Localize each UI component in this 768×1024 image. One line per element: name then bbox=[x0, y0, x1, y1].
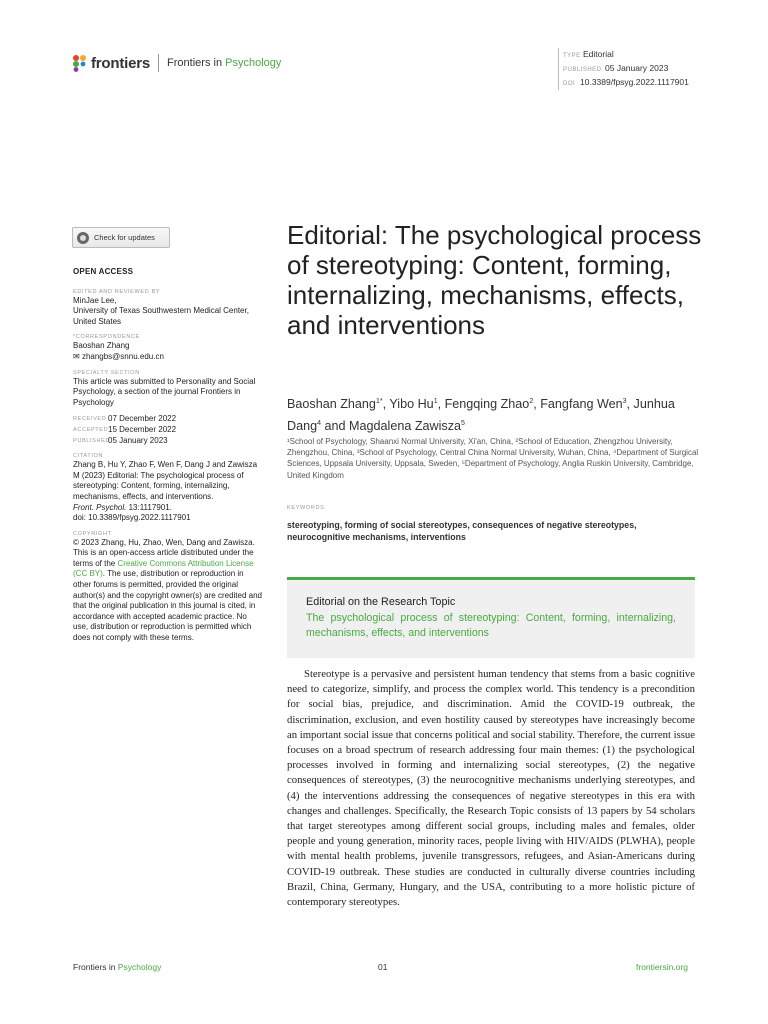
divider bbox=[158, 54, 159, 72]
citation-journal-name: Front. Psychol. bbox=[73, 502, 127, 512]
accepted-value: 15 December 2022 bbox=[108, 424, 177, 434]
citation-volume: 13:1117901. bbox=[126, 502, 172, 512]
cc-license-link[interactable]: Creative Commons Attribution License (CC BY) bbox=[73, 558, 254, 579]
research-topic-box bbox=[287, 577, 695, 658]
article-meta bbox=[558, 48, 689, 90]
author-name[interactable]: Fengqing Zhao bbox=[444, 397, 530, 412]
article-title: Editorial: The psychological process of stereotyping: Content, forming, internalizing, mechanisms, effects, and interventions bbox=[287, 220, 702, 340]
type-value: Editorial bbox=[583, 49, 614, 59]
author-name[interactable]: Baoshan Zhang bbox=[287, 397, 376, 412]
footer-journal-prefix: Frontiers in bbox=[73, 962, 116, 972]
email-address[interactable]: zhangbs@snnu.edu.cn bbox=[81, 351, 164, 361]
published-label: PUBLISHED bbox=[563, 67, 602, 73]
frontiers-logo-icon bbox=[72, 54, 88, 72]
author-affiliation-marker: 5 bbox=[461, 420, 465, 428]
copyright-text bbox=[73, 538, 263, 644]
page-number: 01 bbox=[378, 962, 388, 972]
published-value: 05 January 2023 bbox=[108, 435, 168, 445]
citation-journal bbox=[73, 503, 263, 514]
check-for-updates-button[interactable] bbox=[72, 227, 170, 248]
specialty-text: This article was submitted to Personality and Social Psychology, a section of the journal Frontiers in Psychology bbox=[73, 376, 256, 407]
body-paragraph: Stereotype is a pervasive and persistent human tendency that stems from a basic cognitive need to categorize, simplify, and process the complex world. This tendency is a precondition for social bias, prejudice, and discrimination. Amid the COVID-19 outbreak, the discrimination, exclusion, and even hostility caused by stereotypes have increasingly become an important social issue that concerns political and social stability. Therefore, the current issue focuses on a broad spectrum of research addressing four main themes: (1) the psychological processes involved in forming and internalizing social stereotypes, (2) the negative consequences of stereotypes, (3) the neurocognitive mechanisms underlying stereotypes, and (4) the interventions addressing the consequences of negative stereotypes in this era with changes and challenges. Specifically, the Research Topic consists of 13 papers by 54 scholars that target stereotypes among different social groups, including males and females, older people and young generation, minority races, people living with HIV/AIDS (PLWHA), people with mental health problems, juvenile transgressors, refugees, and Asian-Americans during COVID-19 outbreak. These studies are conducted in culturally diverse countries including Brazil, China, Germany, Hungary, and the USA, contributing to a more holistic picture of contemporary stereotypes. bbox=[287, 668, 695, 909]
author-name[interactable]: Magdalena Zawisza bbox=[349, 419, 462, 434]
affiliations: ¹School of Psychology, Shaanxi Normal University, Xi'an, China, ²School of Education, Zhengzhou University, Zhengzhou, China, ³School of Psychology, Central China Normal University, Wuhan, China, ⁴Department of Surgical Sciences, Uppsala University, Uppsala, Sweden, ⁵Department of Psychology, Anglia Ruskin University, Cambridge, United Kingdom bbox=[287, 437, 699, 480]
correspondence-label: *CORRESPONDENCE bbox=[73, 334, 140, 341]
correspondence-email[interactable] bbox=[73, 352, 263, 363]
editor-name: MinJae Lee, bbox=[73, 295, 117, 305]
author-name[interactable]: Fangfang Wen bbox=[540, 397, 623, 412]
research-topic-link[interactable]: The psychological process of stereotyping: Content, forming, internalizing, mechanisms, effects, and interventions bbox=[306, 612, 676, 639]
edited-label: EDITED AND REVIEWED BY bbox=[73, 288, 161, 295]
specialty-label: SPECIALTY SECTION bbox=[73, 369, 140, 376]
author-list: Baoshan Zhang$^{1*}$, Yibo Hu$^1$, Fengqing Zhao$^2$, Fangfang Wen$^3$, Junhua Dang$^4$ and Magdalena Zawisza$^5$ bbox=[287, 397, 675, 434]
author-name[interactable]: Junhua Dang bbox=[287, 397, 675, 434]
update-icon bbox=[77, 232, 89, 244]
author-affiliation-marker: 1 bbox=[433, 398, 438, 405]
open-access-label: OPEN ACCESS bbox=[73, 267, 134, 276]
copyright-label: COPYRIGHT bbox=[73, 530, 112, 537]
citation-doi[interactable]: doi: 10.3389/fpsyg.2022.1117901 bbox=[73, 513, 191, 523]
copyright-pre: © 2023 Zhang, Hu, Zhao, Wen, Dang and Zawisza. This is an open-access article distributed under the terms of the bbox=[73, 537, 255, 568]
author-affiliation-marker: 2 bbox=[529, 398, 534, 405]
published-value: 05 January 2023 bbox=[605, 63, 669, 73]
editor-affiliation: University of Texas Southwestern Medical Center, United States bbox=[73, 306, 249, 326]
email-icon: ✉ bbox=[73, 351, 80, 361]
article-sidebar bbox=[73, 267, 263, 644]
citation-label: CITATION bbox=[73, 453, 104, 460]
author-name[interactable]: Yibo Hu bbox=[389, 397, 434, 412]
author-affiliation-marker: 1* bbox=[375, 398, 383, 405]
journal-brand[interactable] bbox=[72, 54, 281, 72]
citation-text: Zhang B, Hu Y, Zhao F, Wen F, Dang J and Zawisza M (2023) Editorial: The psychological process of stereotyping: Content, forming, internalizing, mechanisms, effects, and interventions. bbox=[73, 460, 258, 501]
copyright-post: . The use, distribution or reproduction in other forums is permitted, provided the original author(s) and the copyright owner(s) are credited and that the original publication in this journal is cited, in accordance with accepted academic practice. No use, distribution or reproduction is permitted which does not comply with these terms. bbox=[73, 569, 262, 643]
dates bbox=[73, 414, 263, 446]
type-label: TYPE bbox=[563, 53, 581, 59]
keywords-label: KEYWORDS bbox=[287, 505, 325, 511]
keywords: stereotyping, forming of social stereotypes, consequences of negative stereotypes, neurocognitive mechanisms, interventions bbox=[287, 520, 637, 542]
footer-journal bbox=[73, 962, 161, 972]
received-label: RECEIVED bbox=[73, 416, 107, 423]
research-topic-heading: Editorial on the Research Topic bbox=[306, 596, 456, 608]
journal-prefix: Frontiers in bbox=[167, 57, 223, 69]
doi-value[interactable]: 10.3389/fpsyg.2022.1117901 bbox=[580, 77, 689, 87]
accepted-label: ACCEPTED bbox=[73, 426, 109, 433]
doi-label: DOI bbox=[563, 81, 576, 87]
footer-site-link[interactable]: frontiersin.org bbox=[636, 962, 688, 972]
received-value: 07 December 2022 bbox=[108, 414, 177, 424]
published-label: PUBLISHED bbox=[73, 437, 111, 444]
author-affiliation-marker: 3 bbox=[622, 398, 627, 405]
journal-subject: Psychology bbox=[225, 57, 282, 69]
check-updates-label: Check for updates bbox=[94, 233, 155, 242]
journal-name bbox=[167, 57, 281, 69]
author-affiliation-marker: 4 bbox=[317, 420, 322, 428]
footer-journal-name: Psychology bbox=[117, 962, 162, 972]
correspondence-name: Baoshan Zhang bbox=[73, 341, 130, 351]
logo-wordmark: frontiers bbox=[91, 54, 151, 72]
